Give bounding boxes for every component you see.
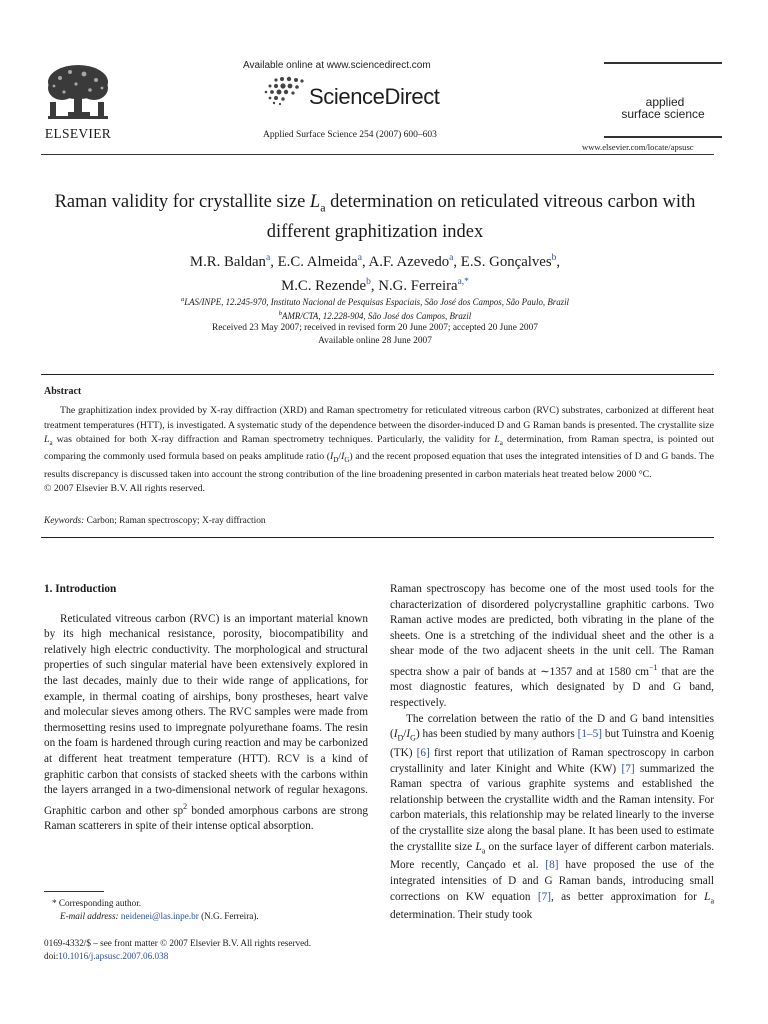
issn-line: 0169-4332/$ – see front matter © 2007 Elsevier B.V. All rights reserved. — [44, 938, 312, 948]
copyright-line: © 2007 Elsevier B.V. All rights reserved. — [44, 483, 205, 495]
elsevier-tree-logo — [40, 62, 116, 128]
available-online-text: Available online at www.sciencedirect.com — [243, 60, 431, 71]
affiliation-a: $^a$LAS/INPE, 12.245-970, Instituto Nacional de Pesquisas Espaciais, São José dos Campos, São Paulo, Brazil — [180, 296, 570, 307]
footnote-rule — [44, 891, 104, 892]
email-line: E-mail address: neidenei@las.inpe.br (N.G. Ferreira). — [60, 911, 259, 921]
available-online-date: Available online 28 June 2007 — [318, 335, 432, 346]
author-affiliation-marker[interactable]: a,* — [457, 276, 469, 287]
sciencedirect-logo-icon — [262, 74, 306, 106]
doi-line: doi:10.1016/j.apsusc.2007.06.038 — [44, 951, 169, 961]
header-divider — [41, 154, 714, 155]
title-subscript: a — [320, 200, 326, 215]
article-history — [50, 322, 700, 347]
keywords-label: Keywords: — [44, 516, 85, 526]
author: N.G. Ferreira$^{a,*}$ — [378, 276, 469, 294]
author-list — [50, 248, 700, 296]
abstract-text — [44, 404, 714, 497]
journal-logo-box — [604, 62, 722, 138]
journal-citation: Applied Surface Science 254 (2007) 600–603 — [263, 130, 437, 140]
footnote — [44, 897, 368, 923]
author: M.C. Rezende$^b$, — [281, 276, 379, 294]
abstract-bottom-rule — [41, 537, 714, 538]
citation-link[interactable]: [8] — [545, 859, 559, 872]
title-text: determination on reticulated vitreous carbon with different graphitization index — [266, 192, 696, 242]
citation-link[interactable]: [7] — [621, 762, 635, 775]
abstract-heading: Abstract — [44, 386, 82, 397]
author: E.C. Almeida$^a$, — [277, 253, 369, 270]
corresponding-author-note: * Corresponding author. — [52, 898, 142, 908]
author-affiliation-marker[interactable]: b — [366, 276, 371, 287]
abstract-paragraph: The graphitization index provided by X-ray diffraction (XRD) and Raman spectrometry for reticulated vitreous carbon (RVC) substrates, carbonized at different heat treatment temperatures (HTT), is investigated. A systematic study of the dependence between the disorder-induced D and G Raman bands is presented. The crystallite size $L_a$ was obtained for both X-ray diffraction and Raman spectrometry techniques. Particularly, the validity for $L_a$ determination, from Raman spectra, is pointed out comparing the commonly used formula based on peaks amplitude ratio $(I_D/I_G)$ and the recent proposed equation that uses the integrated intensities of D and G bands. The results discrepancy is discussed taken into account the strong contribution of the line broadening presented in carbon materials heat treated below 2000 °C. — [44, 405, 714, 480]
keywords-list: Carbon; Raman spectroscopy; X-ray diffraction — [86, 516, 266, 526]
body-paragraph: The correlation between the ratio of the D and G band intensities $(I_D/I_G)$ has been studied by many authors [1–5] but Tuinstra and Koenig (TK) [6] first report that utilization of Raman spectroscopy in carbon crystallinity and later Kinight and White (KW) [7] summarized the Raman spectra of various graphite systems and established the relationship between the crystallite width and the Raman intensity. For carbon materials, this relationship may be related linearly to the inverse of the crystallite size along the basal plane. It has been used to estimate the crystallite size $L_a$ on the surface layer of different carbon materials. More recently, Cançado et al. [8] have proposed the use of the integrated intensities of D and G Raman bands, introducing small corrections on KW equation [7], as better approximation for $L_a$ determination. Their study took — [390, 712, 715, 922]
received-dates: Received 23 May 2007; received in revised form 20 June 2007; accepted 20 June 2007 — [212, 323, 538, 333]
author: A.F. Azevedo$^a$, — [368, 253, 461, 270]
abstract-top-rule — [41, 374, 714, 375]
sciencedirect-wordmark: ScienceDirect — [309, 84, 440, 109]
doi-link[interactable]: 10.1016/j.apsusc.2007.06.038 — [58, 951, 169, 961]
body-paragraph: Raman spectroscopy has become one of the most used tools for the characterization of disordered polycrystalline graphitic carbons. Two Raman active modes are predicted, both vibrating in the plane of the sheets. One is a stretching of the individual sheet and the other is a shear mode of the two adjacent sheets in the unit cell. The Raman spectra show a pair of bands at ∼1357 and at 1580 $cm^{-1}$ that are the most diagnostic features, which designated by D and G band, respectively. — [390, 583, 714, 709]
author-affiliation-marker[interactable]: a — [449, 253, 454, 263]
publisher-name: ELSEVIER — [44, 126, 112, 141]
author-affiliation-marker[interactable]: a — [357, 253, 362, 263]
author: M.R. Baldan$^a$, — [189, 253, 278, 270]
affiliation-b: $^b$AMR/CTA, 12.228-904, São José dos Campos, Brazil — [278, 310, 472, 322]
author-affiliation-marker[interactable]: a — [265, 253, 271, 263]
citation-link[interactable]: [7] — [537, 890, 551, 903]
journal-name-line2: surface science — [621, 107, 705, 121]
citation-link[interactable]: [6] — [416, 746, 430, 759]
keywords — [44, 516, 266, 526]
email-link[interactable]: neidenei@las.inpe.br — [120, 911, 199, 921]
title-symbol: L — [309, 192, 321, 212]
left-column — [44, 582, 368, 835]
front-matter — [44, 937, 311, 963]
article-title — [50, 190, 700, 244]
author-affiliation-marker[interactable]: b — [551, 253, 557, 263]
title-text: Raman validity for crystallite size — [54, 192, 310, 212]
right-column — [390, 582, 714, 924]
journal-url-link[interactable]: www.elsevier.com/locate/apsusc — [582, 142, 694, 152]
body-paragraph: Reticulated vitreous carbon (RVC) is an important material known by its high mechanical resistance, porosity, biocompatibility and relatively high electric conductivity. The morphological and structural properties of such singular material have been extensively explored in the last decades, mainly due to their wide range of applications, for example, in thermal coating of airships, bony prostheses, heart valve and molecular sieves among others. The RVC samples were made from thermosetting resins used to impregnate polyurethane foams. The resin on the foam is hardened through curing reaction and may be carbonized at different heat treatment temperature (HTT). RCV is a kind of graphitic carbon that consists of stacked sheets with the carbons within the layers arranged in a two-dimensional network of regular hexagons. Graphitic carbon and other $sp^2$ bonded amorphous carbons are strong Raman scatterers in spite of their intense optical absorption. — [44, 612, 368, 833]
affiliations — [50, 294, 700, 323]
journal-name-line1: applied — [645, 95, 685, 109]
section-heading-introduction: 1. Introduction — [44, 583, 117, 595]
citation-link[interactable]: [1–5] — [577, 728, 603, 741]
author: E.S. Gonçalves$^b$, — [460, 253, 561, 270]
